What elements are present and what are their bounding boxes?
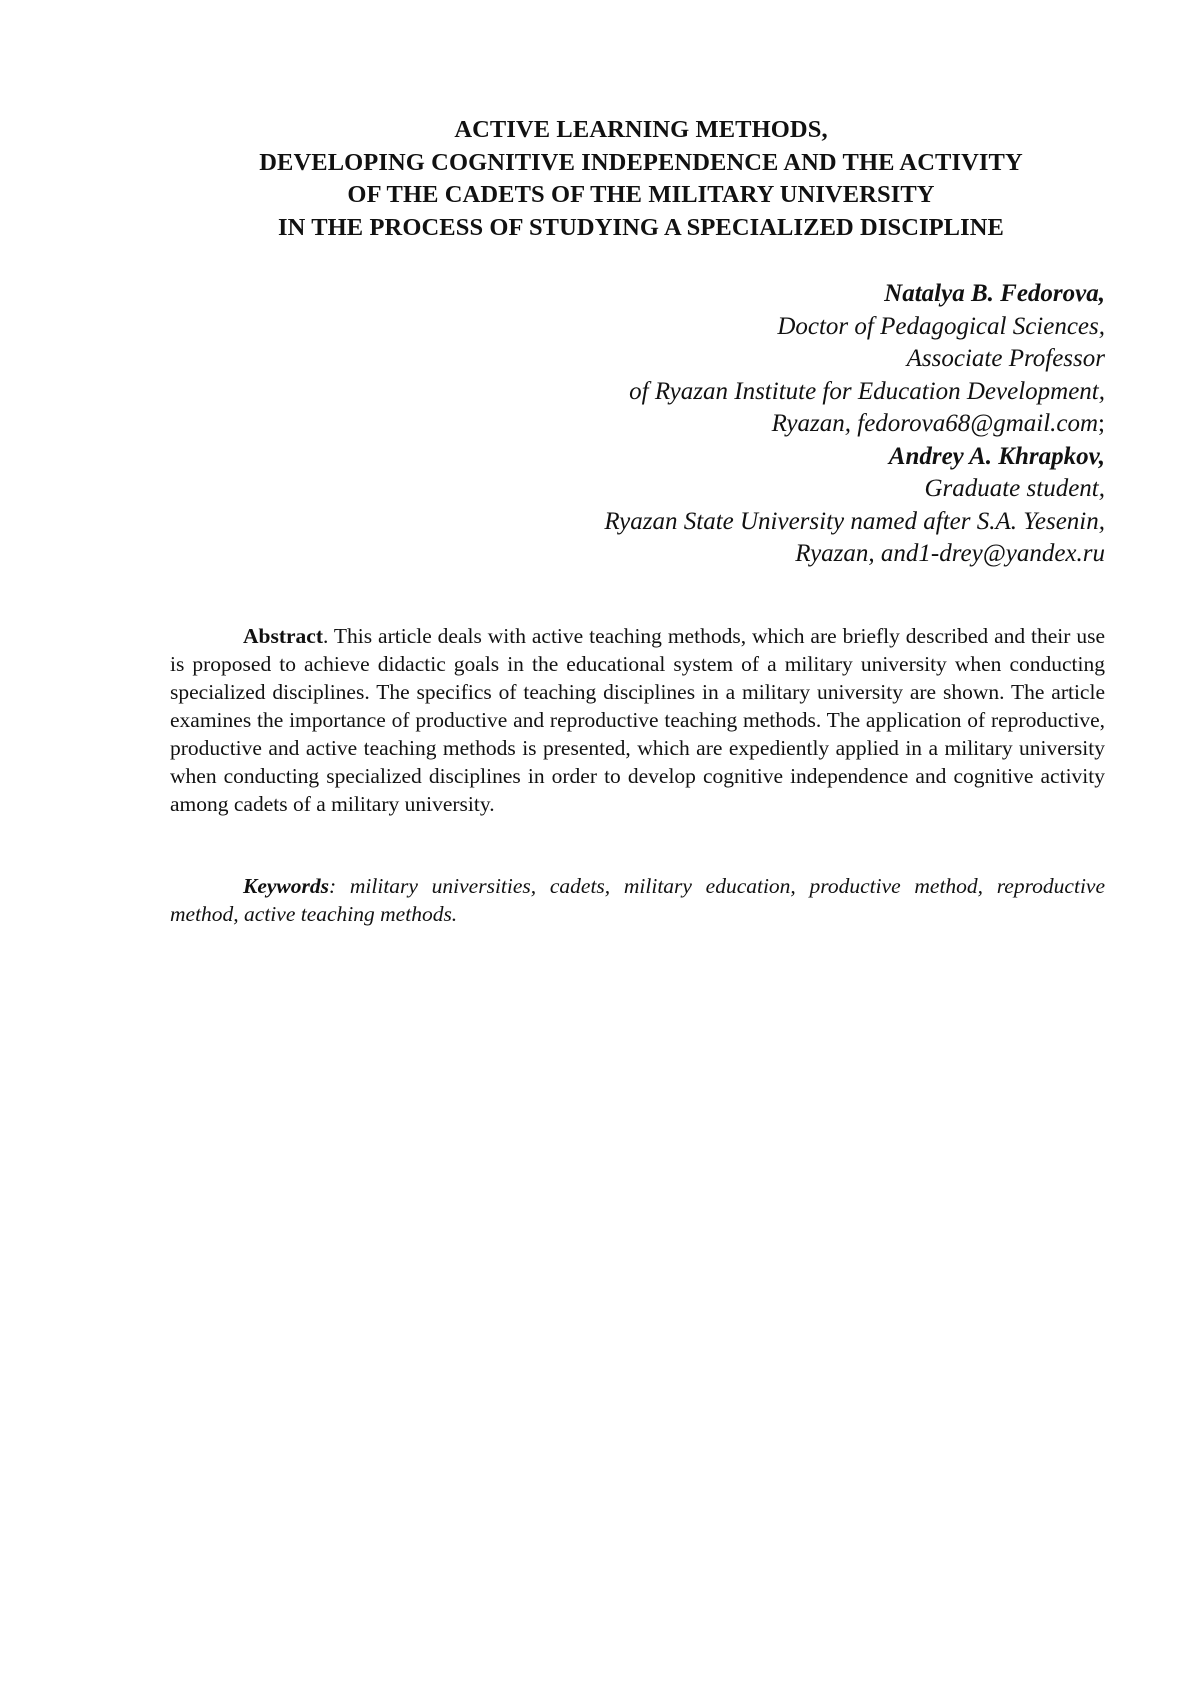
author1-degree: Doctor of Pedagogical Sciences, [777,312,1105,340]
keywords-paragraph [170,872,1105,928]
abstract-label: Abstract [243,623,324,648]
author1-name: Natalya B. Fedorova, [884,280,1105,307]
author1-contact-suffix: ; [1098,410,1105,437]
author2-contact: Ryazan, and1-drey@yandex.ru [795,540,1105,567]
author1-affiliation: of Ryazan Institute for Education Development, [629,377,1105,405]
title-line-4: IN THE PROCESS OF STUDYING A SPECIALIZED DISCIPLINE [278,213,1004,241]
keywords-text: : military universities, cadets, military education, productive method, reproductive method, active teaching methods. [170,873,1105,926]
title-line-1: ACTIVE LEARNING METHODS, [454,116,828,143]
abstract-paragraph [170,622,1105,818]
author2-name: Andrey A. Khrapkov, [888,442,1105,470]
title-line-2: DEVELOPING COGNITIVE INDEPENDENCE AND THE ACTIVITY [259,148,1023,176]
author1-contact: Ryazan, fedorova68@gmail.com [771,410,1099,437]
keywords-label: Keywords [243,873,329,898]
author2-position: Graduate student, [924,475,1105,502]
author-block [405,278,1105,571]
author1-position: Associate Professor [906,345,1105,372]
abstract-text: . This article deals with active teaching methods, which are briefly described and their use is proposed to achieve didactic goals in the educational system of a military university when conducting specialized disciplines. The specifics of teaching disciplines in a military university are shown. The article examines the importance of productive and reproductive teaching methods. The application of reproductive, productive and active teaching methods is presented, which are expediently applied in a military university when conducting specialized disciplines in order to develop cognitive independence and cognitive activity among cadets of a military university. [170,623,1105,816]
paper-title [170,114,1112,244]
author2-affiliation: Ryazan State University named after S.A. Yesenin, [604,507,1105,535]
author1-contact-line [405,408,1105,441]
title-line-3: OF THE CADETS OF THE MILITARY UNIVERSITY [347,181,935,208]
